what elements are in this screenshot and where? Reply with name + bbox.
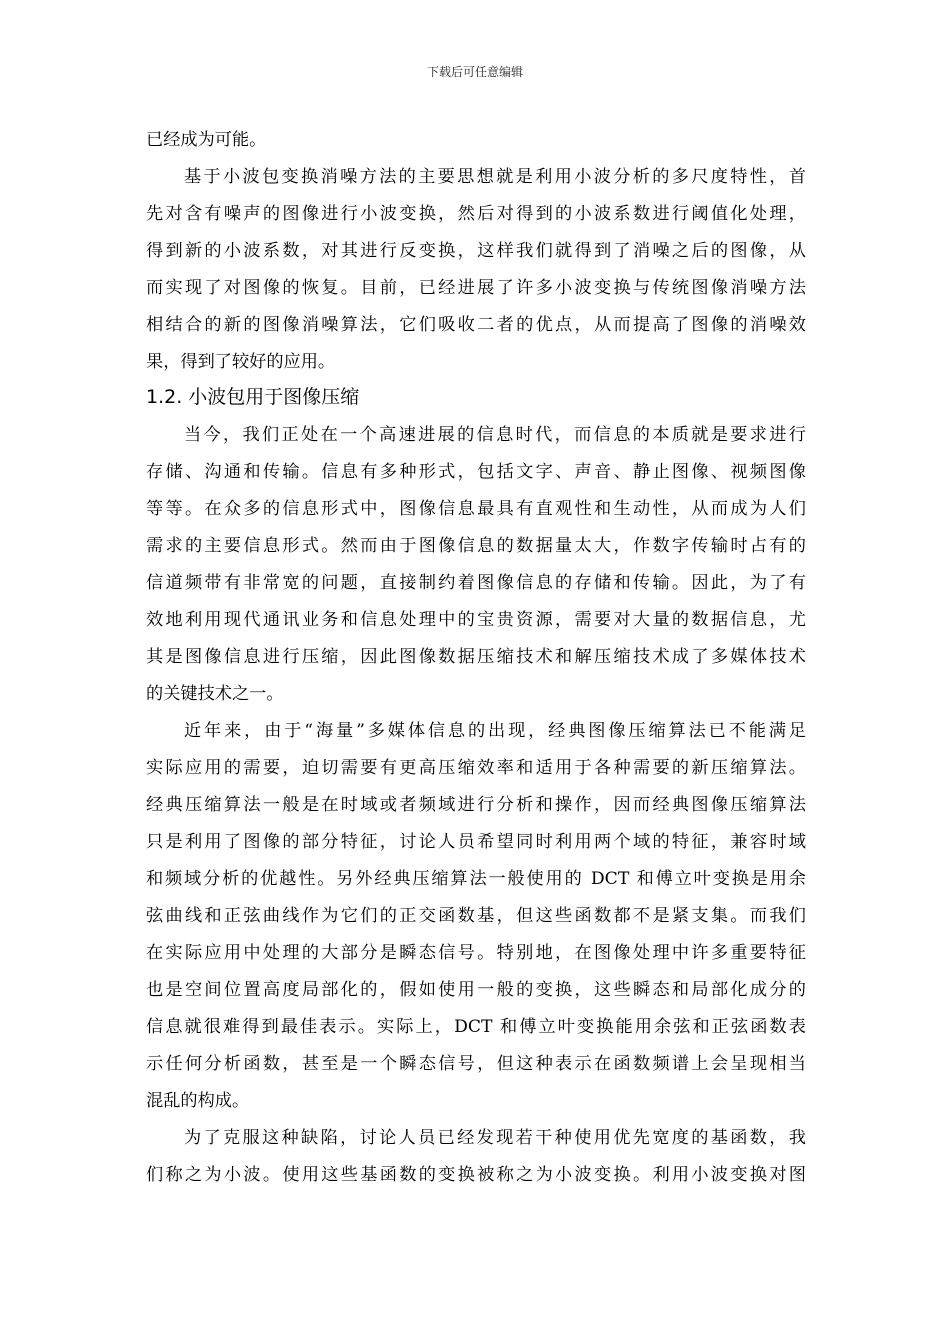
text-line: 需求的主要信息形式。然而由于图像信息的数据量太大，作数字传输时占有的	[146, 536, 806, 556]
text-line: 基于小波包变换消噪方法的主要思想就是利用小波分析的多尺度特性，首	[184, 167, 806, 187]
text-line: 实际应用的需要，迫切需要有更高压缩效率和适用于各种需要的新压缩算法。	[146, 758, 806, 778]
text-line: 也是空间位置高度局部化的，假如使用一般的变换，这些瞬态和局部化成分的	[146, 980, 806, 1000]
text-line: 存储、沟通和传输。信息有多种形式，包括文字、声音、静止图像、视频图像	[146, 462, 806, 482]
text-line: 示任何分析函数，甚至是一个瞬态信号，但这种表示在函数频谱上会呈现相当	[146, 1054, 806, 1074]
paragraph-denoising	[146, 159, 806, 381]
text-line: 混乱的构成。	[146, 1091, 250, 1111]
paragraph-information-age	[146, 417, 806, 713]
text-line: 和频域分析的优越性。另外经典压缩算法一般使用的 DCT 和傅立叶变换是用余	[146, 869, 806, 889]
text-line: 近年来，由于“海量”多媒体信息的出现，经典图像压缩算法已不能满足	[184, 721, 806, 741]
document-body	[146, 122, 806, 1194]
text-line: 得到新的小波系数，对其进行反变换，这样我们就得到了消噪之后的图像，从	[146, 241, 806, 261]
paragraph-wavelets	[146, 1120, 806, 1194]
text-line: 而实现了对图像的恢复。目前，已经进展了许多小波变换与传统图像消噪方法	[146, 278, 806, 298]
text-line: 在实际应用中处理的大部分是瞬态信号。特别地，在图像处理中许多重要特征	[146, 943, 806, 963]
text-line: 信道频带有非常宽的问题，直接制约着图像信息的存储和传输。因此，为了有	[146, 573, 806, 593]
section-heading: 1.2. 小波包用于图像压缩	[146, 386, 360, 408]
paragraph-classic-compression	[146, 713, 806, 1120]
text-line: 们称之为小波。使用这些基函数的变换被称之为小波变换。利用小波变换对图	[146, 1165, 806, 1185]
paragraph-continuation	[146, 122, 806, 159]
text-line: 相结合的新的图像消噪算法，它们吸收二者的优点，从而提高了图像的消噪效	[146, 315, 806, 335]
text-line: 效地利用现代通讯业务和信息处理中的宝贵资源，需要对大量的数据信息，尤	[146, 610, 806, 630]
text-line: 等等。在众多的信息形式中，图像信息最具有直观性和生动性，从而成为人们	[146, 499, 806, 519]
text-line: 果，得到了较好的应用。	[146, 352, 336, 372]
text-line: 先对含有噪声的图像进行小波变换，然后对得到的小波系数进行阈值化处理，	[146, 204, 806, 224]
text-line: 经典压缩算法一般是在时域或者频域进行分析和操作，因而经典图像压缩算法	[146, 795, 806, 815]
text-line: 为了克服这种缺陷，讨论人员已经发现若干种使用优先宽度的基函数，我	[184, 1128, 806, 1148]
text-line: 其是图像信息进行压缩，因此图像数据压缩技术和解压缩技术成了多媒体技术	[146, 647, 806, 667]
text-line: 弦曲线和正弦曲线作为它们的正交函数基，但这些函数都不是紧支集。而我们	[146, 906, 806, 926]
text-line: 只是利用了图像的部分特征，讨论人员希望同时利用两个域的特征，兼容时域	[146, 832, 806, 852]
page-header: 下载后可任意编辑	[426, 65, 523, 79]
text-line: 当今，我们正处在一个高速进展的信息时代，而信息的本质就是要求进行	[184, 425, 806, 445]
text-line: 的关键技术之一。	[146, 684, 284, 704]
text-line: 已经成为可能。	[146, 130, 267, 150]
text-line: 信息就很难得到最佳表示。实际上，DCT 和傅立叶变换能用余弦和正弦函数表	[146, 1017, 806, 1037]
